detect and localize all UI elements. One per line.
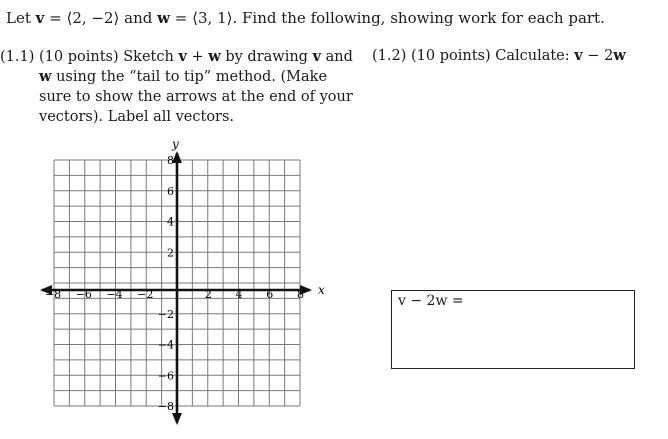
coordinate-grid[interactable] — [38, 135, 338, 435]
answer-label: v − 2w = — [398, 293, 464, 309]
y-axis-bottom-arrow-icon — [172, 413, 182, 425]
y-tick-label: 4 — [167, 215, 174, 229]
x-tick-label: −2 — [137, 288, 154, 301]
vector-w-symbol: w — [157, 9, 171, 27]
w-symbol: w — [39, 68, 52, 85]
v-symbol: v — [574, 47, 583, 64]
intro-lead: Let — [6, 9, 36, 27]
vector-v-definition: = ⟨2, −2⟩ and — [44, 9, 158, 27]
part-1-1-text-c: and — [321, 49, 353, 65]
part-1-1-text-a: Sketch — [118, 49, 179, 65]
part-1-2-number: (1.2) — [372, 48, 407, 64]
y-tick-label: −4 — [157, 338, 174, 352]
y-tick-label: 6 — [167, 184, 174, 198]
x-tick-label: 6 — [266, 288, 274, 301]
w-symbol: w — [613, 47, 626, 64]
y-tick-label: 2 — [167, 246, 174, 260]
x-tick-label: 4 — [235, 288, 243, 301]
minus-two: − 2 — [582, 48, 614, 64]
y-tick-label: −6 — [157, 369, 174, 383]
x-tick-label: 8 — [297, 288, 304, 301]
x-tick-label: −8 — [44, 288, 62, 301]
part-1-1-points: (10 points) — [38, 49, 119, 65]
part-1-1-text-rest: using the “tail to tip” method. (Make sure to show the arrows at the end of your vectors). Label all vectors. — [39, 69, 353, 125]
v-symbol: v — [312, 48, 322, 65]
y-tick-label: −2 — [157, 307, 174, 321]
part-1-1-number: (1.1) — [0, 49, 35, 65]
vector-w-definition: = ⟨3, 1⟩. Find the following, showing work for each part. — [170, 9, 605, 27]
x-tick-label: −6 — [75, 288, 92, 301]
x-axis-label: x — [318, 283, 325, 297]
v-symbol: v — [178, 48, 187, 65]
x-tick-label: 2 — [204, 288, 212, 301]
problem-statement — [6, 9, 605, 27]
y-tick-label: −8 — [157, 400, 174, 413]
plus-sign: + — [186, 49, 209, 65]
y-tick-label: 8 — [167, 154, 174, 167]
grid-svg[interactable] — [38, 135, 338, 435]
part-1-2-points: (10 points) — [410, 48, 491, 64]
answer-box[interactable] — [391, 290, 635, 369]
part-1-2-question — [372, 47, 626, 64]
part-1-1-text-b: by drawing — [220, 49, 313, 65]
vector-v-symbol: v — [35, 9, 45, 27]
x-tick-label: −4 — [106, 288, 123, 301]
y-axis-label: y — [172, 137, 179, 151]
part-1-2-prompt: Calculate: — [490, 48, 575, 64]
w-symbol: w — [208, 48, 221, 65]
